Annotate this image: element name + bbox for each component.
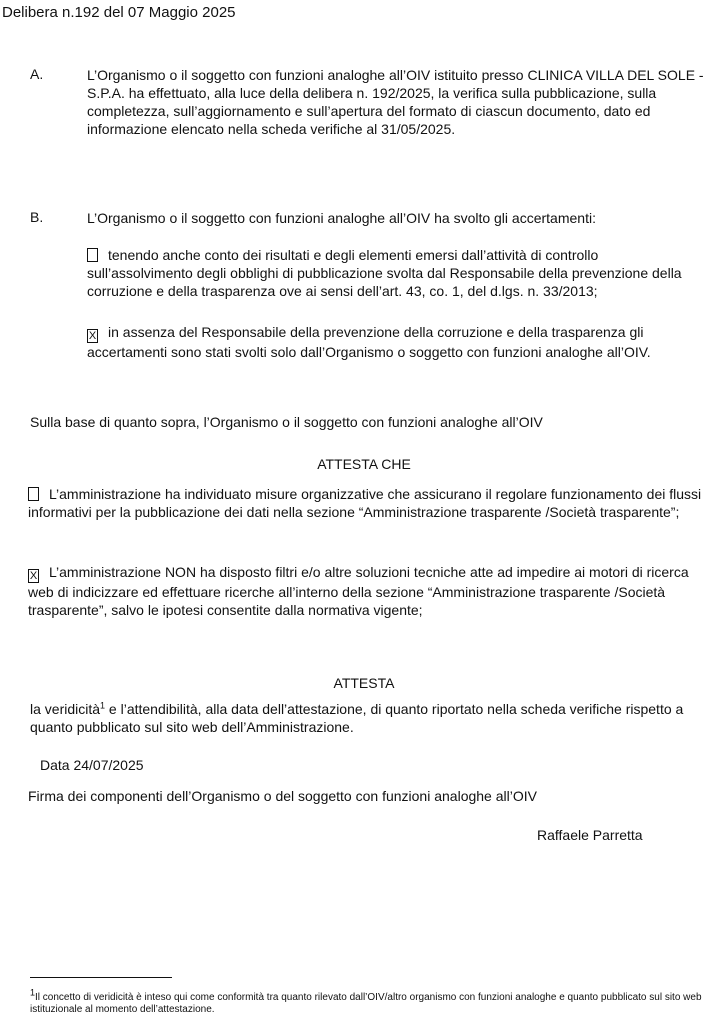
signatory-name: Raffaele Parretta (537, 827, 643, 843)
item-2-checkbox[interactable]: X (29, 570, 38, 582)
option-1-checkbox[interactable] (87, 248, 98, 262)
section-b-option-2 (87, 323, 707, 361)
attesta-che-heading: ATTESTA CHE (317, 456, 411, 472)
document-header: Delibera n.192 del 07 Maggio 2025 (2, 4, 236, 21)
attesta-che-item-1 (28, 485, 708, 521)
section-a-letter: A. (30, 66, 44, 82)
attestation-date: Data 24/07/2025 (40, 757, 144, 773)
option-1-text: tenendo anche conto dei risultati e degli elementi emersi dall’attività di controllo sull’assolvimento degli obblighi di pubblicazione svolta dal Responsabile della prevenzione della corruzione e della trasparenza ove ai sensi dell’art. 43, co. 1, del d.lgs. n. 33/2013; (87, 247, 682, 299)
footnote (30, 987, 710, 1016)
footnote-divider (30, 977, 172, 978)
attesta-che-item-2 (28, 563, 708, 619)
item-1-checkbox[interactable] (28, 487, 39, 501)
attesta-text (30, 700, 710, 736)
signature-label: Firma dei componenti dell’Organismo o del soggetto con funzioni analoghe all’OIV (28, 788, 537, 804)
option-2-text: in assenza del Responsabile della prevenzione della corruzione e della trasparenza gli accertamenti sono stati svolti solo dall’Organismo o soggetto con funzioni analoghe all’OIV. (87, 324, 651, 360)
section-b-text: L’Organismo o il soggetto con funzioni analoghe all’OIV ha svolto gli accertamenti: (87, 210, 596, 226)
basis-text: Sulla base di quanto sopra, l’Organismo o il soggetto con funzioni analoghe all’OIV (30, 414, 543, 430)
option-2-checkbox[interactable]: X (88, 330, 97, 342)
footnote-number: 1 (30, 987, 36, 998)
section-b-option-1 (87, 246, 707, 300)
attesta-body: e l’attendibilità, alla data dell’attestazione, di quanto riportato nella scheda verifiche rispetto a quanto pubblicato sul sito web dell’Amministrazione. (30, 701, 684, 735)
section-a-text: L’Organismo o il soggetto con funzioni analoghe all’OIV istituito presso CLINICA VILLA DEL SOLE - S.P.A. ha effettuato, alla luce della delibera n. 192/2025, la verifica sulla pubblicazione, sulla completezza, sull’aggiornamento e sull’apertura del formato di ciascun documento, dato ed informazione elencato nella scheda verifiche al 31/05/2025. (87, 67, 704, 137)
item-1-text: L’amministrazione ha individuato misure organizzative che assicurano il regolare funzionamento dei flussi informativi per la pubblicazione dei dati nella sezione “Amministrazione trasparente /Società trasparente”; (28, 486, 702, 520)
attesta-heading: ATTESTA (333, 675, 395, 691)
item-2-text: L’amministrazione NON ha disposto filtri e/o altre soluzioni tecniche atte ad impedire ai motori di ricerca web di indicizzare ed effettuare ricerche all’interno della sezione “Amministrazione trasparente /Società trasparente”, salvo le ipotesi consentite dalla normativa vigente; (28, 564, 689, 618)
footnote-text: Il concetto di veridicità è inteso qui come conformità tra quanto rilevato dall’OIV/altro organismo con funzioni analoghe e quanto pubblicato sul sito web istituzionale al momento dell’attestazione. (30, 992, 702, 1015)
section-b-letter: B. (30, 209, 44, 225)
attesta-lead: la veridicità (30, 701, 101, 717)
footnote-ref: 1 (100, 700, 106, 711)
